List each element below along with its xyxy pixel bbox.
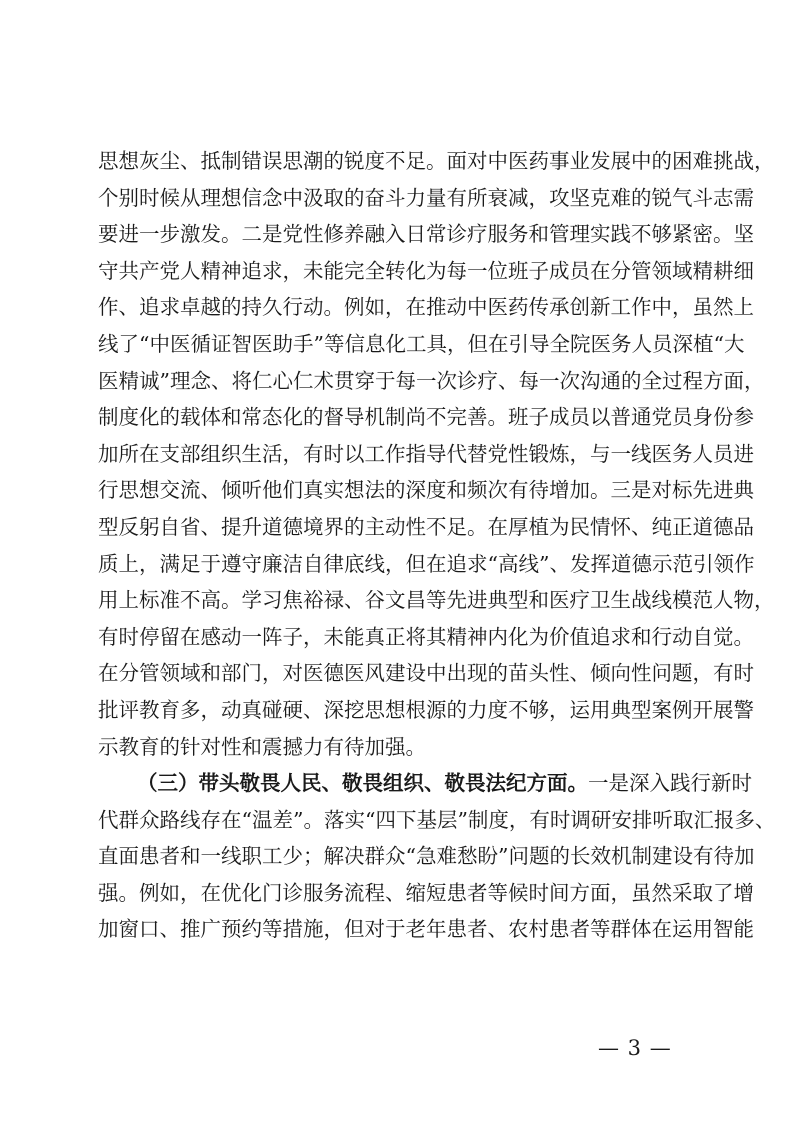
text-line: 强。例如，在优化门诊服务流程、缩短患者等候时间方面，虽然采取了增 <box>98 880 754 905</box>
text-line: 型反躬自省、提升道德境界的主动性不足。在厚植为民情怀、纯正道德品 <box>98 514 754 539</box>
page-number: — 3 — <box>598 1036 672 1060</box>
text-line: 线了“中医循证智医助手”等信息化工具，但在引导全院医务人员深植“大 <box>98 331 745 356</box>
text-line: 守共产党人精神追求，未能完全转化为每一位班子成员在分管领域精耕细 <box>98 258 754 283</box>
text-line: 个别时候从理想信念中汲取的奋斗力量有所衰减，攻坚克难的锐气斗志需 <box>98 185 754 210</box>
section-heading-line <box>98 765 752 802</box>
text-line: 直面患者和一线职工少；解决群众“急难愁盼”问题的长效机制建设有待加 <box>98 844 755 869</box>
text-line: 代群众路线存在“温差”。落实“四下基层”制度，有时调研安排听取汇报多、 <box>98 807 776 832</box>
text-line: 在分管领域和部门，对医德医风建设中出现的苗头性、倾向性问题，有时 <box>98 661 754 686</box>
text-line: 批评教育多，动真碰硬、深挖思想根源的力度不够，运用典型案例开展警 <box>98 697 754 722</box>
text-line: 加所在支部组织生活，有时以工作指导代替党性锻炼，与一线医务人员进 <box>98 441 754 466</box>
section-heading: （三）带头敬畏人民、敬畏组织、敬畏法纪方面。 <box>137 771 588 796</box>
text-line: 质上，满足于遵守廉洁自律底线，但在追求“高线”、发挥道德示范引领作 <box>98 551 755 576</box>
text-line: 加窗口、推广预约等措施，但对于老年患者、农村患者等群体在运用智能 <box>98 917 754 942</box>
text-line: 用上标准不高。学习焦裕禄、谷文昌等先进典型和医疗卫生战线模范人物， <box>98 588 775 613</box>
text-line: 制度化的载体和常态化的督导机制尚不完善。班子成员以普通党员身份参 <box>98 405 754 430</box>
text-line: 思想灰尘、抵制错误思潮的锐度不足。面对中医药事业发展中的困难挑战， <box>98 149 775 173</box>
text-line: 要进一步激发。二是党性修养融入日常诊疗服务和管理实践不够紧密。坚 <box>98 222 754 247</box>
text-line: 医精诚”理念、将仁心仁术贯穿于每一次诊疗、每一次沟通的全过程方面， <box>98 368 765 393</box>
text-line: 有时停留在感动一阵子，未能真正将其精神内化为价值追求和行动自觉。 <box>98 624 754 649</box>
body-text <box>98 143 776 948</box>
text-line: 作、追求卓越的持久行动。例如，在推动中医药传承创新工作中，虽然上 <box>98 295 754 320</box>
text-line: 行思想交流、倾听他们真实想法的深度和频次有待增加。三是对标先进典 <box>98 478 754 503</box>
text-line: 示教育的针对性和震撼力有待加强。 <box>98 734 426 759</box>
section-heading-rest: 一是深入践行新时 <box>588 771 752 796</box>
